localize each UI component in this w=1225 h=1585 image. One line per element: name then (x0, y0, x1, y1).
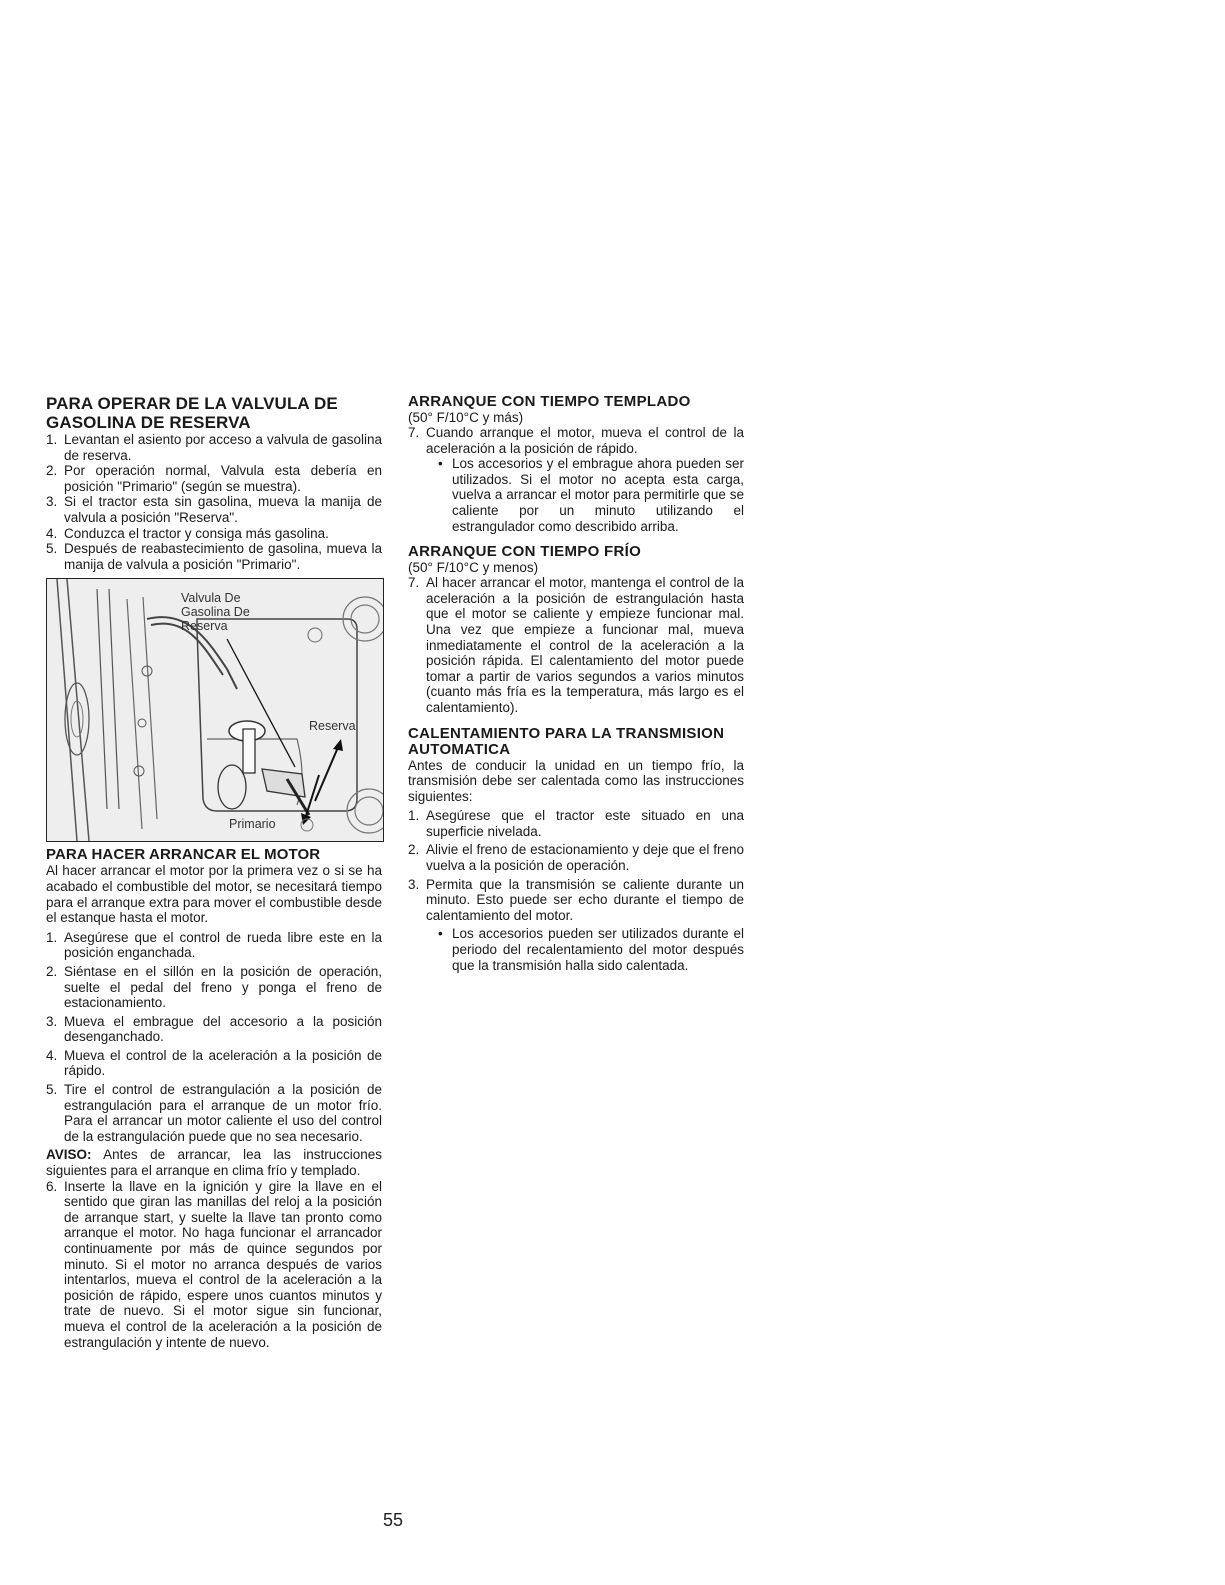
transmission-warmup-bullets (408, 926, 744, 973)
right-column (408, 394, 744, 973)
notice-label: AVISO: (46, 1147, 92, 1163)
warm-start-bullets (408, 456, 744, 534)
reserve-valve-figure (46, 578, 384, 842)
list-item: 2. Alivie el freno de estacionamiento y deje que el freno vuelva a la posición de operación. (408, 842, 744, 874)
warm-start-heading: ARRANQUE CON TIEMPO TEMPLADO (408, 393, 691, 410)
list-item: 5. Tire el control de estrangulación a la posición de estrangulación para el arranque de un motor frío. Para el arrancar un motor caliente el uso del control de la estrangulación puede que no sea necesario. (46, 1082, 382, 1144)
list-item: 1. Levantan el asiento por acceso a valvula de gasolina de reserva. (46, 432, 382, 463)
start-engine-intro: Al hacer arrancar el motor por la primera vez o si se ha acabado el combustible del motor, se necesitará tiempo para el arranque extra para mover el combustible desde el estanque hasta el motor. (46, 863, 382, 926)
list-item: 4. Mueva el control de la aceleración a la posición de rápido. (46, 1047, 382, 1079)
list-item: 7. Cuando arranque el motor, mueva el control de la aceleración a la posición de rápido. (408, 425, 744, 456)
transmission-warmup-steps (408, 808, 744, 923)
start-engine-steps (46, 930, 382, 1145)
list-item: • Los accesorios pueden ser utilizados durante el periodo del recalentamiento del motor después que la transmisión halla sido calentada. (442, 926, 744, 973)
page-number: 55 (382, 1510, 404, 1530)
reserve-valve-heading: PARA OPERAR DE LA VALVULA DE GASOLINA DE RESERVA (46, 394, 338, 432)
list-item: 2. Por operación normal, Valvula esta debería en posición "Primario" (según se muestra). (46, 463, 382, 494)
start-engine-heading: PARA HACER ARRANCAR EL MOTOR (46, 846, 321, 864)
reserve-valve-steps (46, 432, 382, 572)
list-item: 3. Permita que la transmisión se caliente durante un minuto. Esto puede ser echo durante el tiempo de calentamiento del motor. (408, 876, 744, 923)
start-engine-step-6 (46, 1179, 382, 1351)
list-item: 3. Mueva el embrague del accesorio a la posición desenganchado. (46, 1013, 382, 1045)
transmission-warmup-heading: CALENTAMIENTO PARA LA TRANSMISION AUTOMATICA (408, 724, 725, 758)
cold-start-subtitle: (50° F/10°C y menos) (408, 560, 539, 576)
reserve-label: Reserva (309, 719, 356, 734)
warm-start-subtitle: (50° F/10°C y más) (408, 410, 524, 425)
list-item: 1. Asegúrese que el tractor este situado en una superficie nivelada. (408, 808, 744, 839)
left-column (46, 394, 382, 1350)
list-item: 1. Asegúrese que el control de rueda libre este en la posición enganchada. (46, 929, 382, 961)
cold-start-steps (408, 575, 744, 715)
list-item: 5. Después de reabastecimiento de gasolina, mueva la manija de valvula a posición "Primario". (46, 541, 382, 572)
list-item: • Los accesorios y el embrague ahora pueden ser utilizados. Si el motor no acepta esta carga, vuelva a arrancar el motor para permitirle que se caliente por un minuto utilizando el estrangulador como describido arriba. (442, 456, 744, 534)
warm-start-steps (408, 425, 744, 456)
list-item: 6. Inserte la llave en la ignición y gire la llave en el sentido que giran las manillas del reloj a la posición de arranque start, y suelte la llave tan pronto como arranque el motor. No haga funcionar el arrancador continuamente por más de quince segundos por minuto. Si el motor no arranca después de varios intentarlos, mueva el control de la aceleración a la posición de rápido, espere unos cuantos minutos y trate de nuevo. Si el motor sigue sin funcionar, mueva el control de la aceleración a la posición de estrangulación y intente de nuevo. (46, 1178, 382, 1350)
list-item: 4. Conduzca el tractor y consiga más gasolina. (46, 525, 329, 541)
list-item: 3. Si el tractor esta sin gasolina, mueva la manija de valvula a posición "Reserva". (46, 494, 382, 525)
notice-paragraph: AVISO: Antes de arrancar, lea las instrucciones siguientes para el arranque en clima frío y templado. (46, 1147, 382, 1179)
list-item: 7. Al hacer arrancar el motor, mantenga el control de la aceleración a la posición de estrangulación hasta que el motor se caliente y empieze funcionar mal. Una vez que empieze a funcionar mal, mueva inmediatamente el control de la aceleración a la posición rápida. El calentamiento del motor puede tomar a partir de varios segundos a varios minutos (cuanto más fría es la temperatura, más largo es el calentamiento). (408, 575, 744, 715)
cold-start-heading: ARRANQUE CON TIEMPO FRÍO (408, 543, 642, 561)
list-item: 2. Siéntase en el sillón en la posición de operación, suelte el pedal del freno y ponga el freno de estacionamiento. (46, 963, 382, 1011)
valve-label: Valvula De Gasolina De Reserva (181, 591, 250, 634)
primary-label: Primario (229, 817, 276, 832)
transmission-warmup-intro: Antes de conducir la unidad en un tiempo frío, la transmisión debe ser calentada como las instrucciones siguientes: (408, 757, 744, 804)
